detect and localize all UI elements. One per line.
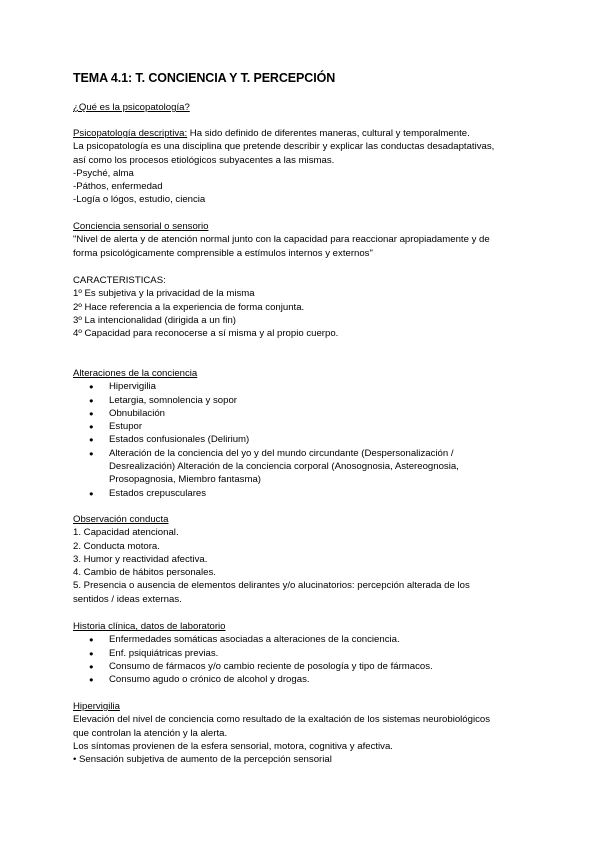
etymology-line: -Páthos, enfermedad: [73, 181, 163, 193]
list-item: ● Enf. psiquiátricas previas.: [73, 647, 533, 660]
document-title: TEMA 4.1: T. CONCIENCIA Y T. PERCEPCIÓN: [73, 71, 336, 85]
alteraciones-list: [73, 380, 533, 500]
list-item: ● Hipervigilia: [73, 380, 533, 393]
hipervigilia-line: • Sensación subjetiva de aumento de la percepción sensorial: [73, 754, 332, 766]
caracteristicas-section: [73, 274, 533, 340]
psicopatologia-line: La psicopatología es una disciplina que pretende describir y explicar las conductas desadaptativas,: [73, 141, 495, 153]
conciencia-heading: Conciencia sensorial o sensorio: [73, 221, 209, 232]
list-item: ● Enfermedades somáticas asociadas a alteraciones de la conciencia.: [73, 633, 533, 646]
observacion-item: 5. Presencia o ausencia de elementos delirantes y/o alucinatorios: percepción alterada de los: [73, 580, 470, 592]
historia-heading: Historia clínica, datos de laboratorio: [73, 621, 226, 632]
caracteristica-item: 2º Hace referencia a la experiencia de forma conjunta.: [73, 301, 305, 313]
observacion-section: [73, 513, 533, 606]
conciencia-section: [73, 220, 533, 260]
psicopatologia-intro: Ha sido definido de diferentes maneras, cultural y temporalmente.: [187, 128, 470, 139]
psicopatologia-line: así como los procesos etiológicos subyacentes a las mismas.: [73, 154, 335, 166]
caracteristica-item: 1º Es subjetiva y la privacidad de la misma: [73, 288, 255, 300]
list-item: ● Consumo agudo o crónico de alcohol y drogas.: [73, 673, 533, 686]
conciencia-definition: "Nivel de alerta y de atención normal junto con la capacidad para reaccionar apropiadamente y de: [73, 234, 490, 246]
list-item: ● Estados confusionales (Delirium): [73, 433, 533, 446]
list-item: ● Obnubilación: [73, 407, 533, 420]
observacion-item: 1. Capacidad atencional.: [73, 527, 179, 539]
historia-section: [73, 620, 533, 686]
observacion-item: 4. Cambio de hábitos personales.: [73, 567, 216, 579]
list-item: ● Letargia, somnolencia y sopor: [73, 394, 533, 407]
list-item-continuation: Prosopagnosia, Miembro fantasma): [109, 474, 261, 486]
observacion-item: 2. Conducta motora.: [73, 540, 160, 552]
hipervigilia-heading: Hipervigilia: [73, 701, 120, 712]
list-item: ● Alteración de la conciencia del yo y del mundo circundante (Despersonalización /: [73, 447, 533, 460]
historia-list: [73, 633, 533, 686]
alteraciones-section: [73, 367, 533, 500]
caracteristica-item: 3º La intencionalidad (dirigida a un fin): [73, 314, 236, 326]
list-item: ● Estupor: [73, 420, 533, 433]
hipervigilia-line: Elevación del nivel de conciencia como resultado de la exaltación de los sistemas neurobiológicos: [73, 714, 491, 726]
list-item: ● Consumo de fármacos y/o cambio reciente de posología y tipo de fármacos.: [73, 660, 533, 673]
observacion-item-continuation: sentidos / ideas externas.: [73, 593, 182, 605]
psicopatologia-heading: Psicopatología descriptiva:: [73, 128, 188, 139]
list-item-continuation: Desrealización) Alteración de la conciencia corporal (Anosognosia, Astereognosia,: [109, 461, 459, 473]
list-item: ● Estados crepusculares: [73, 487, 533, 500]
observacion-heading: Observación conducta: [73, 514, 169, 525]
hipervigilia-section: [73, 700, 533, 766]
caracteristicas-heading: CARACTERISTICAS:: [73, 275, 166, 286]
question-heading: ¿Qué es la psicopatología?: [73, 102, 190, 113]
psicopatologia-section: [73, 127, 533, 207]
hipervigilia-line: Los síntomas provienen de la esfera sensorial, motora, cognitiva y afectiva.: [73, 740, 393, 752]
caracteristica-item: 4º Capacidad para reconocerse a sí misma y al propio cuerpo.: [73, 328, 339, 340]
etymology-line: -Logía o lógos, estudio, ciencia: [73, 194, 206, 206]
etymology-line: -Psyché, alma: [73, 167, 134, 179]
alteraciones-heading: Alteraciones de la conciencia: [73, 368, 198, 379]
hipervigilia-line: que controlan la atención y la alerta.: [73, 727, 228, 739]
conciencia-definition: forma psicológicamente comprensible a estímulos internos y externos": [73, 247, 373, 259]
observacion-item: 3. Humor y reactividad afectiva.: [73, 553, 208, 565]
